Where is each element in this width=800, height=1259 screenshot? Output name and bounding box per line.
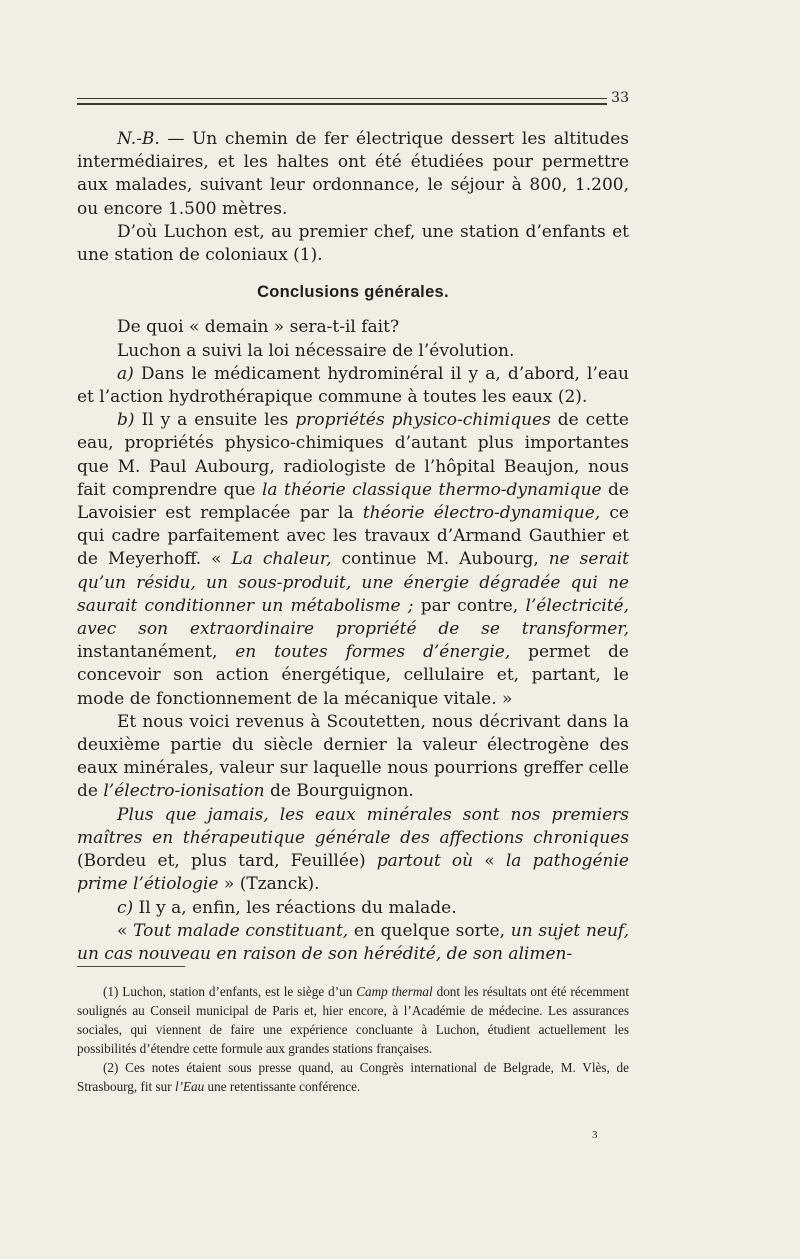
paragraph-nb: N.-B. — Un chemin de fer électrique dessert les altitudes intermédiaires, et les haltes ont été étudiées pour permettre aux malades, suivant leur ordonnance, le séjour à 800, 1.200, ou encore 1.500 mètres.	[77, 129, 629, 219]
footnote-1: (1) Luchon, station d’enfants, est le siège d’un Camp thermal dont les résultats ont été récemment soulignés au Conseil municipal de Paris et, hier encore, à l’Académie de médecine. Les assurances sociales, qui viennent de faire une expérience concluante à Luchon, étudient actuellement les possibilités d’étendre cette formule aux grandes stations françaises.	[77, 984, 630, 1056]
footnotes	[77, 982, 629, 1096]
page-number: 33	[611, 90, 629, 106]
paragraph-scoutetten: Et nous voici revenus à Scoutetten, nous décrivant dans la deuxième partie du siècle dernier la valeur électrogène des eaux minérales, valeur sur laquelle nous pourrions greffer celle de l’électro-ionisation de Bourguignon.	[77, 711, 629, 802]
footnote-2: (2) Ces notes étaient sous presse quand, au Congrès international de Belgrade, M. Vlès, de Strasbourg, fit sur l’Eau une retentissante conférence.	[77, 1060, 629, 1094]
section-title: Conclusions générales.	[257, 283, 449, 302]
paragraph-plus-que-jamais: Plus que jamais, les eaux minérales sont nos premiers maîtres en thérapeutique générale des affections chroniques (Bordeu et, plus tard, Feuillée) partout où « la pathogénie prime l’étiologie » (Tzanck).	[77, 804, 629, 895]
paragraph-evolution: Luchon a suivi la loi nécessaire de l’évolution.	[117, 340, 515, 361]
paragraph-luchon: D’où Luchon est, au premier chef, une station d’enfants et une station de coloniaux (1).	[77, 221, 629, 266]
header-rule	[77, 98, 607, 105]
footnote-rule	[77, 966, 185, 967]
paragraph-c: c) Il y a, enfin, les réactions du malade.	[117, 897, 457, 918]
signature-mark: 3	[592, 1129, 598, 1141]
nb-label: N.-B.	[117, 129, 160, 149]
paragraph-demain: De quoi « demain » sera-t-il fait?	[117, 317, 400, 338]
paragraph-quote: « Tout malade constituant, en quelque sorte, un sujet neuf, un cas nouveau en raison de son hérédité, de son alimen-	[77, 920, 629, 964]
paragraph-b: b) Il y a ensuite les propriétés physico-chimiques de cette eau, propriétés physico-chimiques d’autant plus importantes que M. Paul Aubourg, radiologiste de l’hôpital Beaujon, nous fait comprendre que la théorie classique thermo-dynamique de Lavoisier est remplacée par la théorie électro-dynamique, ce qui cadre parfaitement avec les travaux d’Armand Gauthier et de Meyerhoff. « La chaleur, continue M. Aubourg, ne serait qu’un résidu, un sous-produit, une énergie dégradée qui ne saurait conditionner un métabolisme ; par contre, l’électricité, avec son extraordinaire propriété de se transformer, instantanément, en toutes formes d’énergie, permet de concevoir son action énergétique, cellulaire et, partant, le mode de fonctionnement de la mécanique vitale. »	[77, 410, 630, 709]
paragraph-a: a) Dans le médicament hydrominéral il y a, d’abord, l’eau et l’action hydrothérapique commune à toutes les eaux (2).	[77, 363, 629, 408]
running-header	[77, 92, 629, 108]
body-text	[77, 128, 629, 966]
